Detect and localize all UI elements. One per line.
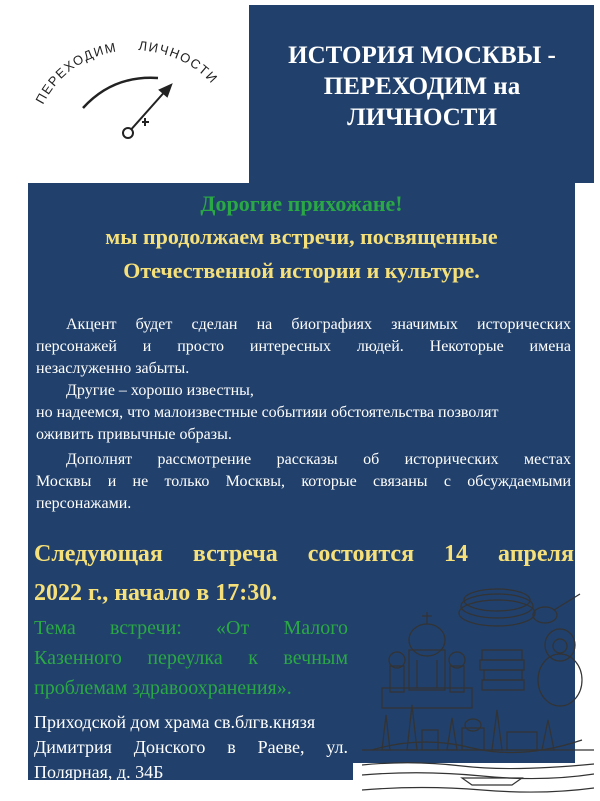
kremlin-skyline-icon xyxy=(362,705,594,753)
body-line: Дополнят рассмотрение рассказы об исторических местах xyxy=(66,451,571,468)
body-line: персонажами. xyxy=(36,495,132,512)
logo-text xyxy=(32,38,228,110)
body-line: Москвы и не только Москвы, которые связаны с обсуждаемыми xyxy=(36,473,571,490)
plate-stack-icon xyxy=(459,589,535,626)
moscow-sketch-illustration xyxy=(362,580,594,795)
address-line: Полярная, д. 34Б xyxy=(34,762,164,782)
body-line: незаслуженно забыты. xyxy=(36,360,190,377)
svg-text:ПЕРЕХОДИМ: ПЕРЕХОДИМ xyxy=(32,39,119,107)
address-line: Димитрия Донского в Раеве, ул. xyxy=(34,737,348,757)
page-title: ИСТОРИЯ МОСКВЫ - ПЕРЕХОДИМ на ЛИЧНОСТИ xyxy=(288,42,556,131)
topic-line: Казенного переулка к вечным xyxy=(34,647,348,669)
topic-line: проблемам здравоохранения». xyxy=(34,677,292,699)
topic-line: Тема встречи: «От Малого xyxy=(34,617,348,639)
greeting: Дорогие прихожане! xyxy=(200,191,403,216)
announcement-line-2: 2022 г., начало в 17:30. xyxy=(34,580,278,606)
announcement-line-1: Следующая встреча состоится 14 апреля xyxy=(34,541,574,567)
body-line: оживить привычные образы. xyxy=(36,426,232,443)
body-line: Другие – хорошо известны, xyxy=(66,382,254,399)
gauge-arrow-icon xyxy=(123,85,171,138)
body-line: персонажей и просто интересных людей. Некоторые имена xyxy=(36,338,571,355)
gauge-arc-icon xyxy=(83,78,158,108)
matryoshka-icon xyxy=(538,629,582,706)
logo xyxy=(28,30,238,150)
cathedral-icon xyxy=(382,612,472,708)
body-line: Акцент будет сделан на биографиях значимых исторических xyxy=(66,316,571,333)
svg-text:ЛИЧНОСТИ: ЛИЧНОСТИ xyxy=(137,37,222,87)
books-icon xyxy=(480,650,524,690)
headline-line-2: Отечественной истории и культуре. xyxy=(123,258,480,283)
spoon-icon xyxy=(533,594,580,623)
river-icon xyxy=(362,763,594,792)
body-line: но надеемся, что малоизвестные событияи обстоятельства позволят xyxy=(36,404,499,421)
headline-line-1: мы продолжаем встречи, посвященные xyxy=(105,224,498,249)
address-line: Приходской дом храма св.блгв.князя xyxy=(34,712,316,732)
